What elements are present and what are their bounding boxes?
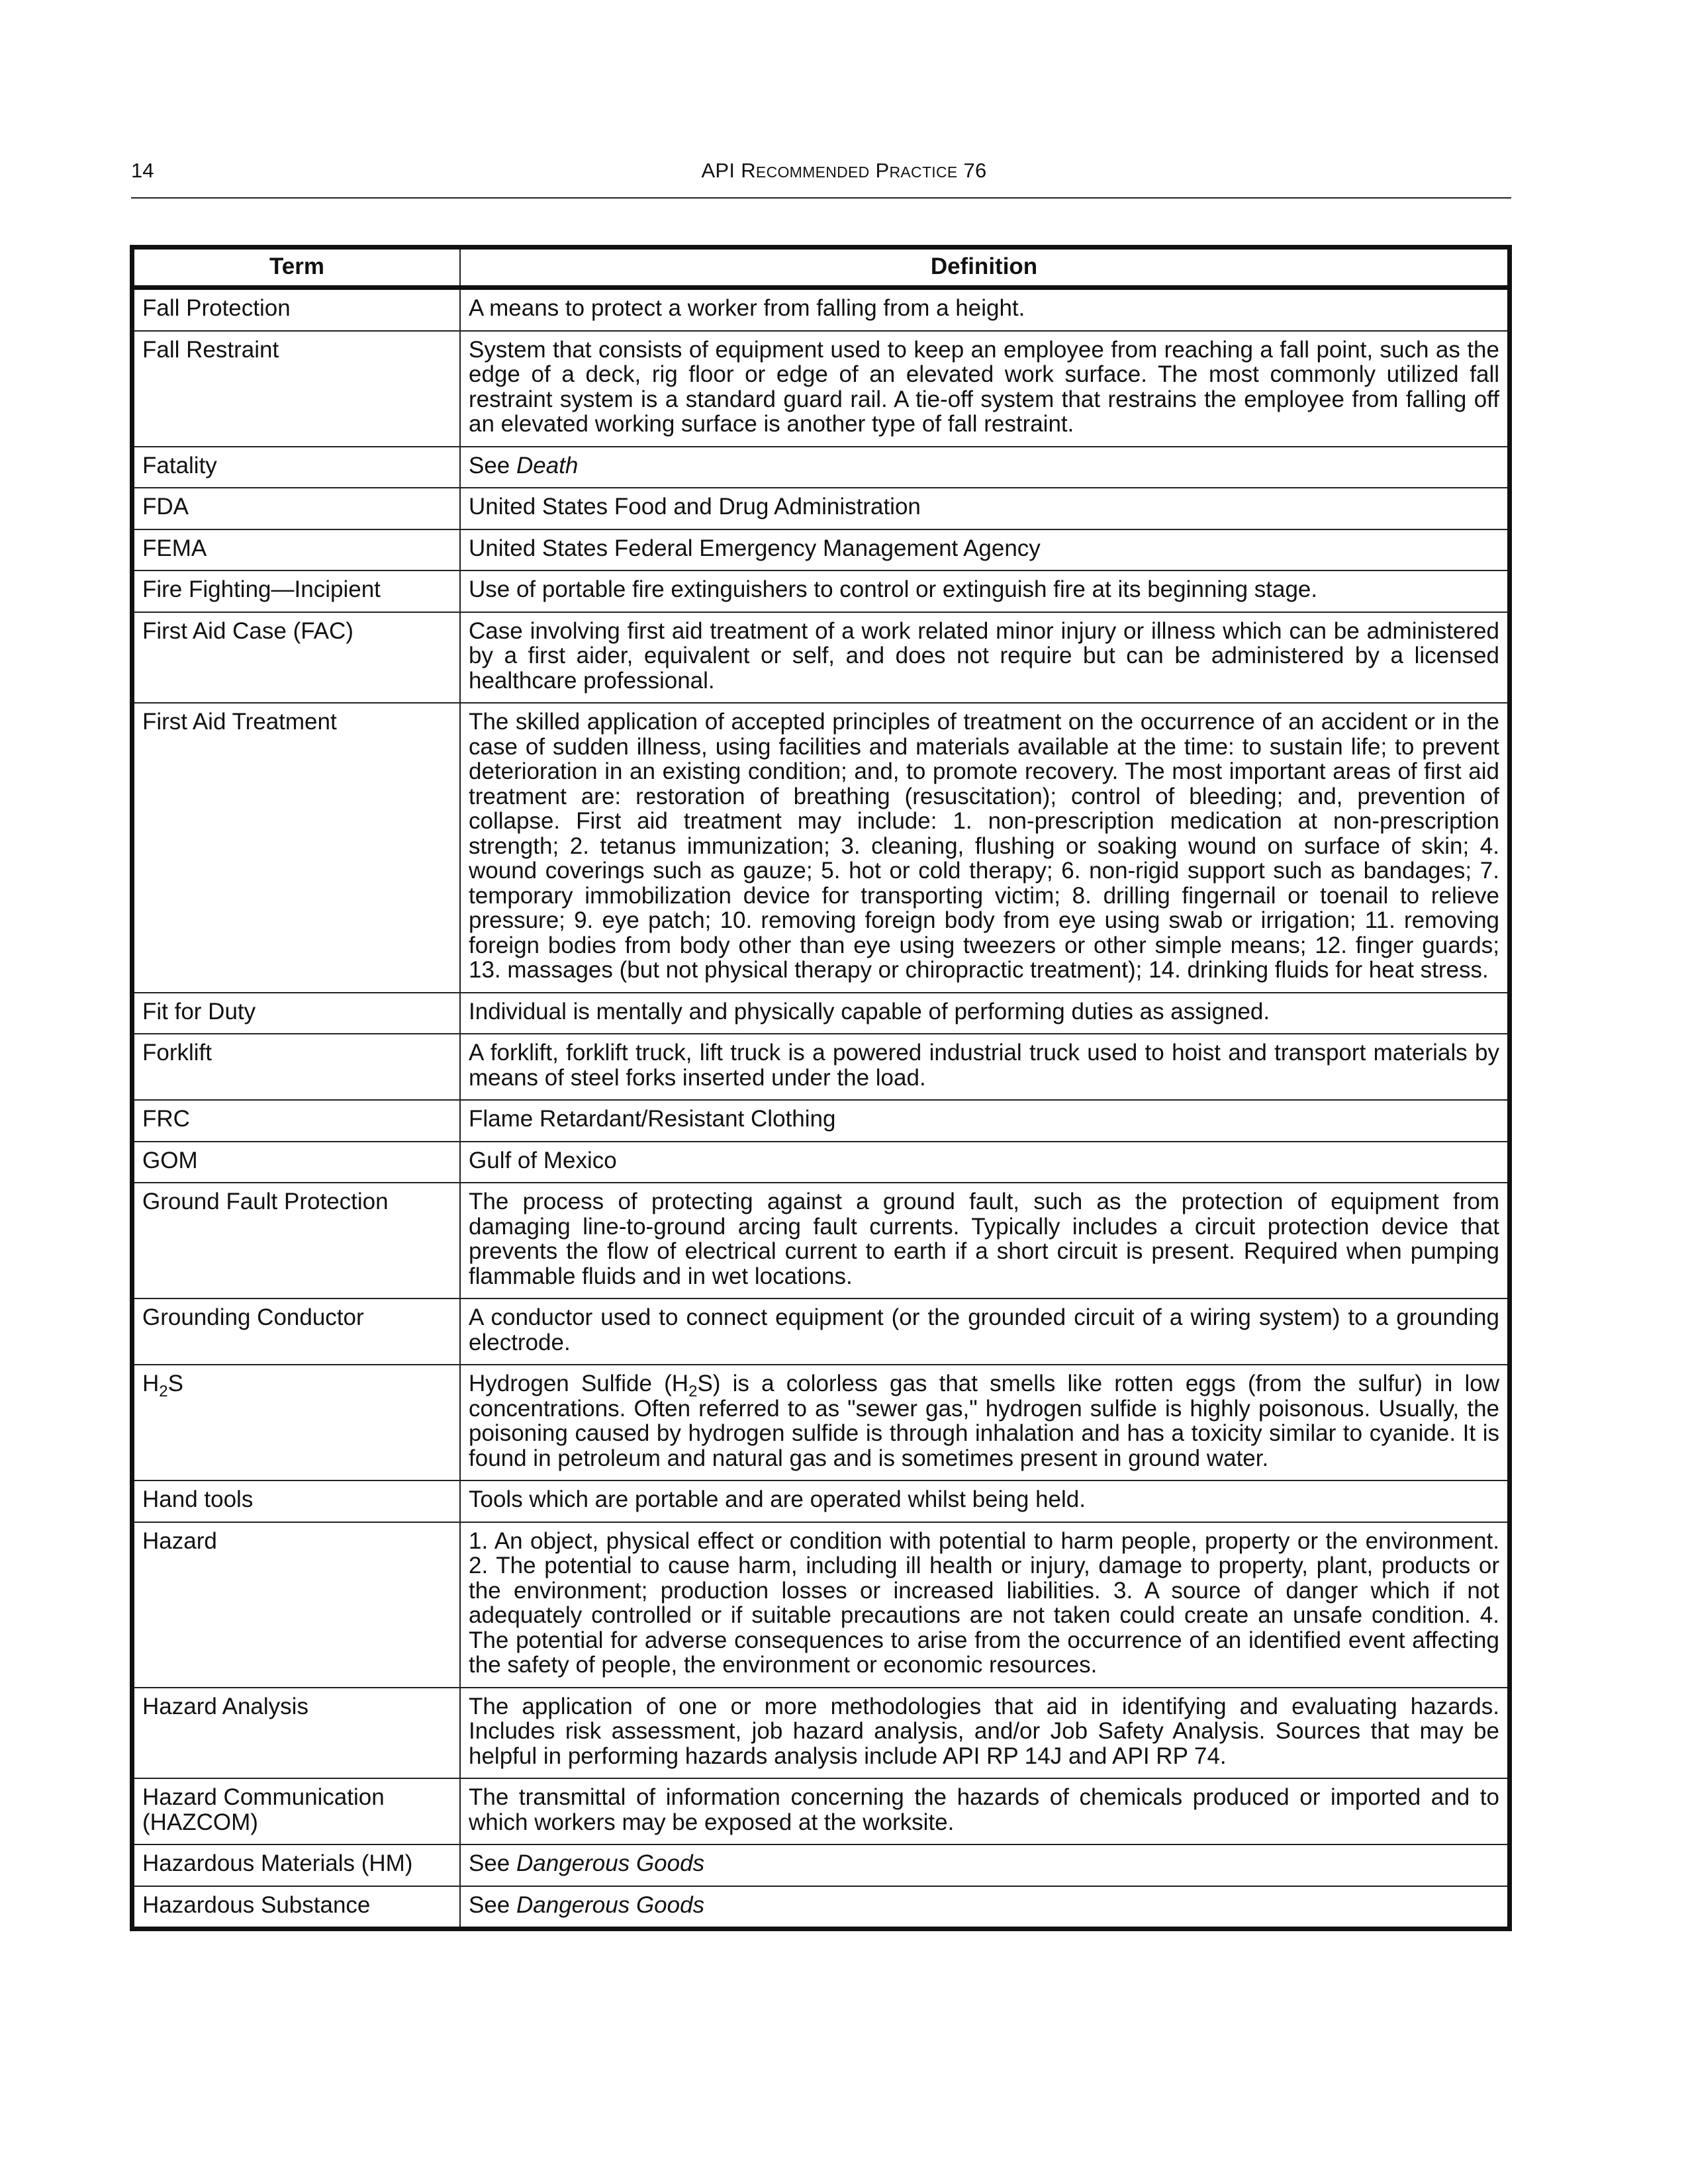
definition-cell: Hydrogen Sulfide $(H_2S)$ is a colorless gas that smells like rotten eggs (from the sulfur) in low concentrations. Often referred to as "sewer gas," hydrogen sulfide is highly poisonous. Usually, the poisoning caused by hydrogen sulfide is through inhalation and has a toxicity similar to cyanide. It is found in petroleum and natural gas and is sometimes present in ground water.	[460, 1365, 1510, 1480]
term-cell: Forklift	[132, 1034, 461, 1100]
table-row	[132, 529, 1510, 571]
table-row	[132, 1886, 1510, 1929]
table-row	[132, 703, 1510, 993]
term-cell: First Aid Treatment	[132, 703, 461, 993]
term-cell: Fatality	[132, 447, 461, 488]
table-row	[132, 1100, 1510, 1142]
table-row	[132, 1688, 1510, 1779]
term-cell: First Aid Case (FAC)	[132, 612, 461, 704]
definition-cell: System that consists of equipment used to keep an employee from reaching a fall point, such as the edge of a deck, rig floor or edge of an elevated work surface. The most commonly utilized fall restraint system is a standard guard rail. A tie-off system that restrains the employee from falling off an elevated working surface is another type of fall restraint.	[460, 331, 1510, 447]
table-row	[132, 1365, 1510, 1480]
term-cell: Fit for Duty	[132, 993, 461, 1034]
table-row	[132, 1778, 1510, 1844]
definition-cell: The process of protecting against a ground fault, such as the protection of equipment from damaging line-to-ground arcing fault currents. Typically includes a circuit protection device that prevents the flow of electrical current to earth if a short circuit is present. Required when pumping flammable fluids and in wet locations.	[460, 1183, 1510, 1298]
table-row	[132, 488, 1510, 529]
definition-cell: Use of portable fire extinguishers to control or extinguish fire at its beginning stage.	[460, 570, 1510, 612]
table-row	[132, 993, 1510, 1034]
term-cell: Ground Fault Protection	[132, 1183, 461, 1298]
header-rule	[131, 197, 1511, 199]
table-header-row	[132, 248, 1510, 288]
table-row	[132, 1298, 1510, 1365]
table-row	[132, 331, 1510, 447]
term-cell: Grounding Conductor	[132, 1298, 461, 1365]
cross-reference: Dangerous Goods	[516, 1850, 705, 1876]
definition-column-header: Definition	[460, 248, 1510, 288]
table-row	[132, 1034, 1510, 1100]
table-row	[132, 447, 1510, 488]
definition-cell: Gulf of Mexico	[460, 1142, 1510, 1183]
table-row	[132, 1844, 1510, 1886]
definition-cell: Flame Retardant/Resistant Clothing	[460, 1100, 1510, 1142]
table-row	[132, 612, 1510, 704]
definition-cell: The skilled application of accepted principles of treatment on the occurrence of an accident or in the case of sudden illness, using facilities and materials available at the time: to sustain life; to prevent deterioration in an existing condition; and, to promote recovery. The most important areas of first aid treatment are: restoration of breathing (resuscitation); control of bleeding; and, prevention of collapse. First aid treatment may include: 1. non-prescription medication at non-prescription strength; 2. tetanus immunization; 3. cleaning, flushing or soaking wound on surface of skin; 4. wound coverings such as gauze; 5. hot or cold therapy; 6. non-rigid support such as bandages; 7. temporary immobilization device for transporting victim; 8. drilling fingernail or toenail to relieve pressure; 9. eye patch; 10. removing foreign body from eye using swab or irrigation; 11. removing foreign bodies from body other than eye using tweezers or other simple means; 12. finger guards; 13. massages (but not physical therapy or chiropractic treatment); 14. drinking fluids for heat stress.	[460, 703, 1510, 993]
term-cell: FDA	[132, 488, 461, 529]
definition-cell: The transmittal of information concerning the hazards of chemicals produced or imported and to which workers may be exposed at the worksite.	[460, 1778, 1510, 1844]
definition-cell: Case involving first aid treatment of a work related minor injury or illness which can be administered by a first aider, equivalent or self, and does not require but can be administered by a licensed healthcare professional.	[460, 612, 1510, 704]
term-cell: FRC	[132, 1100, 461, 1142]
term-cell: $H_2S$	[132, 1365, 461, 1480]
definition-cell: A conductor used to connect equipment (or the grounded circuit of a wiring system) to a grounding electrode.	[460, 1298, 1510, 1365]
term-cell: Hazardous Materials (HM)	[132, 1844, 461, 1886]
term-cell: GOM	[132, 1142, 461, 1183]
term-column-header: Term	[132, 248, 461, 288]
definition-cell: Individual is mentally and physically capable of performing duties as assigned.	[460, 993, 1510, 1034]
definition-cell: 1. An object, physical effect or condition with potential to harm people, property or the environment. 2. The potential to cause harm, including ill health or injury, damage to property, plant, products or the environment; production losses or increased liabilities. 3. A source of danger which if not adequately controlled or if suitable precautions are not taken could create an unsafe condition. 4. The potential for adverse consequences to arise from the occurrence of an identified event affecting the safety of people, the environment or economic resources.	[460, 1522, 1510, 1688]
table-row	[132, 1480, 1510, 1522]
cross-reference: Death	[516, 452, 579, 478]
term-cell: Fall Protection	[132, 288, 461, 331]
definition-cell: The application of one or more methodologies that aid in identifying and evaluating hazards. Includes risk assessment, job hazard analysis, and/or Job Safety Analysis. Sources that may be helpful in performing hazards analysis include API RP 14J and API RP 74.	[460, 1688, 1510, 1779]
definition-cell: A forklift, forklift truck, lift truck is a powered industrial truck used to hoist and transport materials by means of steel forks inserted under the load.	[460, 1034, 1510, 1100]
term-cell: Hand tools	[132, 1480, 461, 1522]
table-row	[132, 1522, 1510, 1688]
definition-cell: A means to protect a worker from falling from a height.	[460, 288, 1510, 331]
term-cell: FEMA	[132, 529, 461, 571]
definition-cell: United States Food and Drug Administration	[460, 488, 1510, 529]
term-cell: Hazardous Substance	[132, 1886, 461, 1929]
glossary-table	[130, 245, 1512, 1931]
cross-reference: Dangerous Goods	[516, 1891, 705, 1918]
table-row	[132, 288, 1510, 331]
table-row	[132, 1183, 1510, 1298]
term-cell: Hazard	[132, 1522, 461, 1688]
term-cell: Hazard Analysis	[132, 1688, 461, 1779]
definition-cell: See Dangerous Goods	[460, 1886, 1510, 1929]
definition-cell: See Dangerous Goods	[460, 1844, 1510, 1886]
table-row	[132, 570, 1510, 612]
term-cell: Fire Fighting—Incipient	[132, 570, 461, 612]
definition-cell: See Death	[460, 447, 1510, 488]
running-title: API RECOMMENDED PRACTICE 76	[701, 159, 987, 182]
definition-cell: Tools which are portable and are operated whilst being held.	[460, 1480, 1510, 1522]
page-number: 14	[131, 159, 154, 182]
definition-cell: United States Federal Emergency Management Agency	[460, 529, 1510, 571]
term-cell: Fall Restraint	[132, 331, 461, 447]
table-row	[132, 1142, 1510, 1183]
term-cell: Hazard Communication (HAZCOM)	[132, 1778, 461, 1844]
